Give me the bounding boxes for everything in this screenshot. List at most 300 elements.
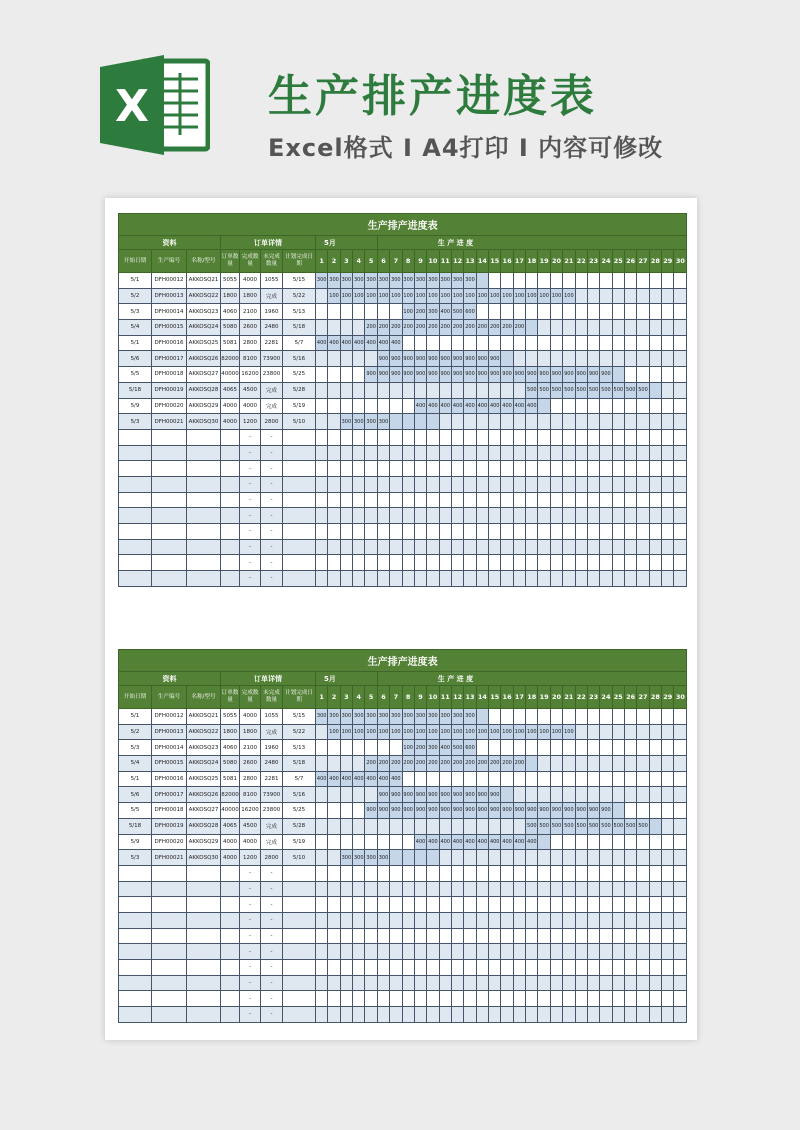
- day-cell: [476, 304, 488, 320]
- progress-cell: 100: [563, 724, 575, 740]
- day-header: 13: [464, 250, 476, 273]
- progress-cell: 200: [414, 740, 426, 756]
- day-cell: [513, 273, 525, 289]
- table-row: [119, 335, 687, 351]
- empty-cell: -: [261, 865, 283, 881]
- day-cell: [390, 928, 402, 944]
- day-cell: [427, 1007, 439, 1023]
- day-cell: [476, 461, 488, 477]
- progress-cell: 900: [439, 351, 451, 367]
- day-cell: [612, 461, 624, 477]
- day-cell: [340, 398, 352, 414]
- progress-cell: 900: [563, 367, 575, 383]
- progress-cell: 100: [464, 288, 476, 304]
- day-cell: [600, 865, 612, 881]
- empty-cell: [221, 476, 240, 492]
- day-cell: [390, 975, 402, 991]
- progress-cell: 200: [414, 320, 426, 336]
- day-cell: [674, 944, 687, 960]
- day-cell: [662, 414, 674, 430]
- day-cell: [563, 740, 575, 756]
- day-cell: [340, 555, 352, 571]
- day-cell: [649, 304, 661, 320]
- cell-model: AKKOSQ21: [187, 709, 221, 725]
- day-cell: [662, 367, 674, 383]
- day-cell: [575, 912, 587, 928]
- day-cell: [377, 492, 389, 508]
- progress-cell: 900: [476, 803, 488, 819]
- day-cell: [365, 304, 377, 320]
- progress-cell: 100: [550, 724, 562, 740]
- day-cell: [662, 288, 674, 304]
- empty-cell: -: [261, 492, 283, 508]
- day-cell: [340, 991, 352, 1007]
- day-cell: [476, 771, 488, 787]
- empty-cell: [283, 1007, 316, 1023]
- day-cell: [402, 524, 414, 540]
- empty-cell: [283, 492, 316, 508]
- day-cell: [575, 850, 587, 866]
- day-cell: [402, 975, 414, 991]
- day-cell: [414, 944, 426, 960]
- day-cell: [563, 555, 575, 571]
- cell-start: 5/2: [119, 288, 152, 304]
- day-cell: [674, 881, 687, 897]
- progress-cell: 900: [402, 367, 414, 383]
- day-cell: [575, 834, 587, 850]
- day-cell: [637, 928, 649, 944]
- progress-cell: 500: [563, 818, 575, 834]
- progress-cell: 200: [451, 320, 463, 336]
- table-row: [119, 367, 687, 383]
- progress-cell: 900: [489, 787, 501, 803]
- day-cell: [587, 461, 599, 477]
- progress-cell: 200: [451, 756, 463, 772]
- day-cell: [414, 571, 426, 587]
- day-cell: [353, 320, 365, 336]
- day-cell: [489, 975, 501, 991]
- day-cell: [538, 335, 550, 351]
- cell-start: 5/3: [119, 304, 152, 320]
- day-cell: [402, 912, 414, 928]
- cell-qty: 40000: [221, 367, 240, 383]
- cell-left: 1055: [261, 273, 283, 289]
- day-cell: [674, 834, 687, 850]
- cell-done: 8100: [240, 787, 261, 803]
- empty-cell: [187, 912, 221, 928]
- empty-cell: -: [240, 897, 261, 913]
- table-row: [119, 398, 687, 414]
- day-cell: [649, 398, 661, 414]
- day-cell: [316, 818, 328, 834]
- day-cell: [526, 461, 538, 477]
- day-cell: [451, 897, 463, 913]
- day-cell: [353, 476, 365, 492]
- empty-cell: [187, 944, 221, 960]
- day-cell: [427, 881, 439, 897]
- day-cell: [489, 912, 501, 928]
- empty-cell: [152, 991, 187, 1007]
- day-cell: [328, 991, 340, 1007]
- day-cell: [662, 818, 674, 834]
- day-cell: [513, 445, 525, 461]
- day-cell: [649, 571, 661, 587]
- cell-done: 16200: [240, 803, 261, 819]
- day-cell: [501, 771, 513, 787]
- day-cell: [563, 492, 575, 508]
- empty-cell: [152, 555, 187, 571]
- day-cell: [464, 881, 476, 897]
- cell-qty: 5080: [221, 756, 240, 772]
- day-cell: [328, 351, 340, 367]
- progress-cell: 100: [390, 724, 402, 740]
- day-cell: [377, 445, 389, 461]
- progress-cell: 500: [637, 382, 649, 398]
- day-cell: [340, 382, 352, 398]
- day-cell: [414, 1007, 426, 1023]
- progress-cell: 900: [427, 803, 439, 819]
- day-header: 18: [526, 686, 538, 709]
- day-cell: [662, 508, 674, 524]
- day-header: 18: [526, 250, 538, 273]
- day-cell: [662, 740, 674, 756]
- column-header: 未完成数量: [261, 686, 283, 709]
- cell-plan: 5/15: [283, 273, 316, 289]
- progress-cell: 300: [353, 709, 365, 725]
- day-cell: [340, 304, 352, 320]
- cell-left: 1960: [261, 740, 283, 756]
- progress-cell: 400: [390, 771, 402, 787]
- progress-cell: 400: [501, 398, 513, 414]
- day-cell: [587, 756, 599, 772]
- empty-row: [119, 508, 687, 524]
- cell-left: 2800: [261, 850, 283, 866]
- day-cell: [365, 461, 377, 477]
- progress-cell: 900: [464, 803, 476, 819]
- progress-cell: 900: [451, 367, 463, 383]
- empty-row: [119, 1007, 687, 1023]
- cell-left: 1960: [261, 304, 283, 320]
- day-cell: [390, 429, 402, 445]
- progress-cell: 100: [550, 288, 562, 304]
- day-cell: [501, 414, 513, 430]
- day-cell: [563, 944, 575, 960]
- empty-cell: -: [261, 975, 283, 991]
- day-cell: [390, 960, 402, 976]
- progress-cell: 300: [377, 273, 389, 289]
- cell-plan: 5/15: [283, 709, 316, 725]
- day-cell: [575, 771, 587, 787]
- day-cell: [365, 508, 377, 524]
- day-cell: [575, 524, 587, 540]
- column-header: 名称/型号: [187, 686, 221, 709]
- day-cell: [538, 492, 550, 508]
- day-header: 13: [464, 686, 476, 709]
- day-cell: [316, 787, 328, 803]
- empty-cell: [119, 445, 152, 461]
- day-cell: [365, 865, 377, 881]
- day-cell: [439, 865, 451, 881]
- cell-model: AKKOSQ22: [187, 288, 221, 304]
- day-cell: [328, 740, 340, 756]
- day-cell: [587, 975, 599, 991]
- day-cell: [439, 928, 451, 944]
- empty-cell: -: [240, 991, 261, 1007]
- day-cell: [402, 492, 414, 508]
- day-cell: [662, 476, 674, 492]
- column-header: 计划完成日期: [283, 686, 316, 709]
- day-cell: [513, 414, 525, 430]
- progress-cell: 300: [439, 273, 451, 289]
- empty-cell: [283, 944, 316, 960]
- day-cell: [612, 351, 624, 367]
- day-cell: [526, 476, 538, 492]
- day-cell: [377, 740, 389, 756]
- day-cell: [328, 803, 340, 819]
- day-header: 8: [402, 250, 414, 273]
- day-cell: [538, 571, 550, 587]
- empty-cell: [187, 555, 221, 571]
- day-cell: [476, 414, 488, 430]
- day-cell: [600, 571, 612, 587]
- table-row: [119, 414, 687, 430]
- day-cell: [439, 850, 451, 866]
- day-cell: [377, 818, 389, 834]
- day-cell: [563, 771, 575, 787]
- day-cell: [624, 850, 636, 866]
- day-cell: [390, 881, 402, 897]
- progress-cell: 900: [501, 367, 513, 383]
- day-cell: [612, 508, 624, 524]
- day-cell: [563, 539, 575, 555]
- day-cell: [550, 975, 562, 991]
- day-cell: [476, 445, 488, 461]
- empty-cell: [221, 555, 240, 571]
- day-cell: [464, 944, 476, 960]
- schedule-table: [118, 213, 687, 587]
- cell-done: 16200: [240, 367, 261, 383]
- progress-cell: [390, 414, 402, 430]
- day-cell: [402, 461, 414, 477]
- day-cell: [587, 476, 599, 492]
- progress-cell: 100: [377, 724, 389, 740]
- day-cell: [365, 398, 377, 414]
- progress-cell: 900: [402, 803, 414, 819]
- group-order: 订单详情: [221, 236, 316, 250]
- day-cell: [538, 539, 550, 555]
- empty-cell: [152, 571, 187, 587]
- day-cell: [637, 897, 649, 913]
- day-cell: [427, 571, 439, 587]
- day-cell: [563, 445, 575, 461]
- day-cell: [624, 571, 636, 587]
- day-header: 23: [587, 250, 599, 273]
- progress-cell: 500: [612, 818, 624, 834]
- cell-done: 2600: [240, 756, 261, 772]
- day-cell: [328, 960, 340, 976]
- progress-cell: 400: [414, 834, 426, 850]
- day-cell: [624, 928, 636, 944]
- empty-cell: -: [240, 928, 261, 944]
- day-header: 11: [439, 686, 451, 709]
- empty-cell: -: [240, 524, 261, 540]
- day-cell: [637, 273, 649, 289]
- empty-cell: [283, 975, 316, 991]
- day-cell: [476, 897, 488, 913]
- column-header: 订单数量: [221, 686, 240, 709]
- day-cell: [550, 461, 562, 477]
- day-cell: [637, 539, 649, 555]
- day-cell: [476, 335, 488, 351]
- day-cell: [451, 944, 463, 960]
- progress-cell: 900: [414, 367, 426, 383]
- cell-start: 5/1: [119, 273, 152, 289]
- day-cell: [377, 304, 389, 320]
- empty-cell: -: [261, 461, 283, 477]
- day-cell: [316, 960, 328, 976]
- day-cell: [377, 508, 389, 524]
- day-cell: [489, 429, 501, 445]
- day-cell: [377, 881, 389, 897]
- cell-code: DFH00015: [152, 756, 187, 772]
- empty-cell: [187, 476, 221, 492]
- day-cell: [402, 539, 414, 555]
- empty-cell: -: [240, 975, 261, 991]
- cell-plan: 5/25: [283, 803, 316, 819]
- cell-left: 2281: [261, 335, 283, 351]
- progress-cell: 500: [587, 818, 599, 834]
- day-cell: [464, 508, 476, 524]
- day-cell: [328, 398, 340, 414]
- day-cell: [637, 429, 649, 445]
- day-cell: [612, 304, 624, 320]
- progress-cell: [414, 850, 426, 866]
- day-cell: [340, 571, 352, 587]
- progress-cell: 400: [427, 398, 439, 414]
- day-cell: [538, 273, 550, 289]
- day-header: 12: [451, 686, 463, 709]
- cell-done: 4000: [240, 709, 261, 725]
- day-cell: [538, 555, 550, 571]
- day-cell: [328, 382, 340, 398]
- day-cell: [637, 865, 649, 881]
- progress-cell: 200: [439, 320, 451, 336]
- day-header: 29: [662, 250, 674, 273]
- day-cell: [501, 881, 513, 897]
- day-cell: [637, 975, 649, 991]
- progress-cell: [538, 834, 550, 850]
- day-cell: [587, 724, 599, 740]
- day-header: 22: [575, 250, 587, 273]
- day-cell: [538, 991, 550, 1007]
- day-cell: [674, 975, 687, 991]
- day-header: 22: [575, 686, 587, 709]
- day-cell: [674, 897, 687, 913]
- day-cell: [624, 445, 636, 461]
- day-cell: [624, 897, 636, 913]
- day-cell: [550, 881, 562, 897]
- progress-cell: 300: [402, 709, 414, 725]
- day-cell: [464, 461, 476, 477]
- day-cell: [563, 429, 575, 445]
- day-cell: [489, 709, 501, 725]
- day-cell: [637, 398, 649, 414]
- cell-model: AKKOSQ26: [187, 351, 221, 367]
- progress-cell: 400: [365, 771, 377, 787]
- day-cell: [587, 429, 599, 445]
- sheet-title: 生产排产进度表: [119, 214, 687, 236]
- empty-cell: [283, 429, 316, 445]
- cell-done: 4000: [240, 834, 261, 850]
- day-cell: [476, 975, 488, 991]
- day-cell: [575, 740, 587, 756]
- empty-cell: [283, 960, 316, 976]
- day-cell: [439, 571, 451, 587]
- progress-cell: [612, 803, 624, 819]
- day-cell: [587, 991, 599, 1007]
- progress-cell: 500: [587, 382, 599, 398]
- progress-cell: 500: [451, 740, 463, 756]
- day-cell: [587, 850, 599, 866]
- day-header: 5: [365, 250, 377, 273]
- empty-cell: [187, 429, 221, 445]
- day-cell: [563, 320, 575, 336]
- day-cell: [575, 335, 587, 351]
- empty-cell: [152, 865, 187, 881]
- day-cell: [649, 524, 661, 540]
- day-cell: [649, 787, 661, 803]
- day-cell: [451, 461, 463, 477]
- day-header: 7: [390, 686, 402, 709]
- empty-row: [119, 539, 687, 555]
- empty-cell: [283, 991, 316, 1007]
- progress-cell: 100: [563, 288, 575, 304]
- day-cell: [365, 991, 377, 1007]
- day-cell: [600, 555, 612, 571]
- day-header: 1: [316, 250, 328, 273]
- progress-cell: [390, 850, 402, 866]
- day-cell: [624, 944, 636, 960]
- day-cell: [353, 461, 365, 477]
- day-cell: [365, 555, 377, 571]
- day-cell: [550, 555, 562, 571]
- cell-start: 5/6: [119, 351, 152, 367]
- empty-row: [119, 865, 687, 881]
- empty-cell: [119, 960, 152, 976]
- day-cell: [575, 571, 587, 587]
- progress-cell: 900: [538, 803, 550, 819]
- day-cell: [550, 414, 562, 430]
- progress-cell: 400: [451, 398, 463, 414]
- day-cell: [414, 912, 426, 928]
- day-cell: [353, 367, 365, 383]
- day-cell: [612, 398, 624, 414]
- day-cell: [476, 818, 488, 834]
- cell-qty: 1800: [221, 288, 240, 304]
- day-header: 17: [513, 686, 525, 709]
- day-cell: [637, 912, 649, 928]
- day-cell: [513, 991, 525, 1007]
- day-header: 3: [340, 686, 352, 709]
- cell-code: DFH00020: [152, 834, 187, 850]
- day-cell: [328, 539, 340, 555]
- progress-cell: 900: [451, 787, 463, 803]
- day-cell: [427, 508, 439, 524]
- day-cell: [353, 944, 365, 960]
- day-cell: [526, 492, 538, 508]
- column-header: 生产编号: [152, 250, 187, 273]
- day-cell: [439, 975, 451, 991]
